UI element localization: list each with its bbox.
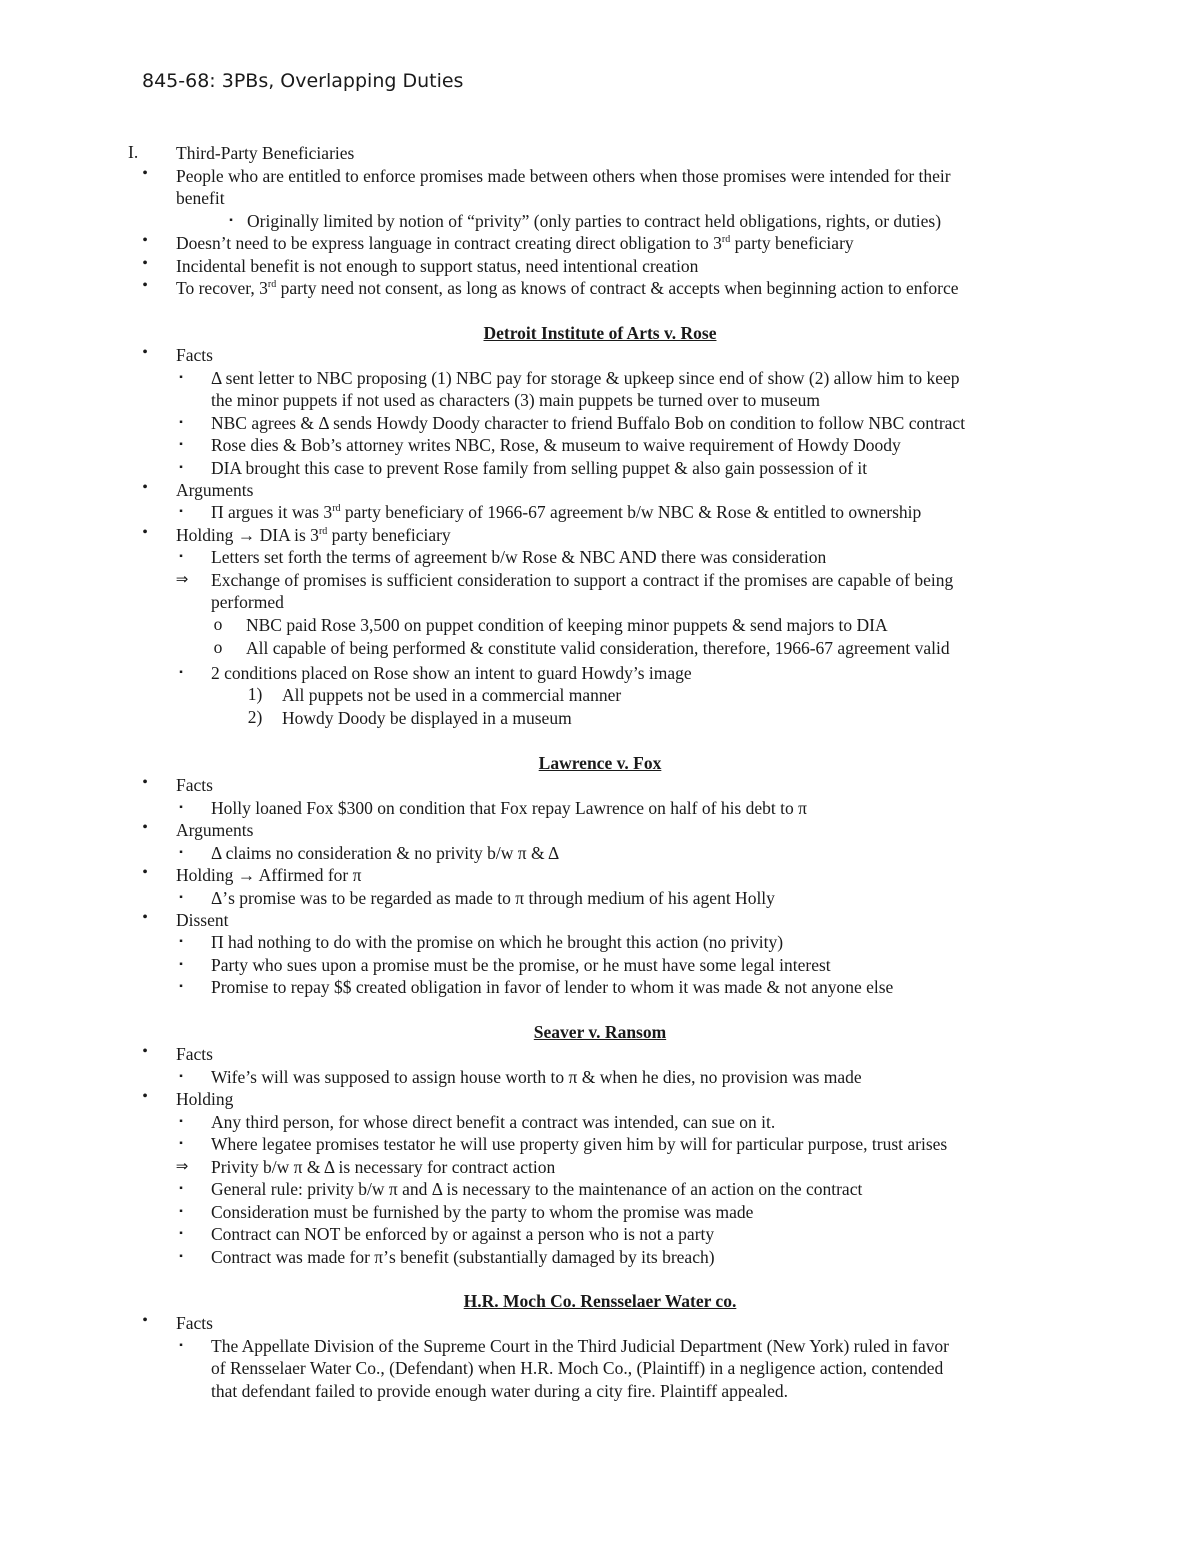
square-bullet-icon: ▪ — [179, 892, 183, 903]
list-item: Facts — [176, 775, 213, 795]
circle-bullet-icon: o — [213, 637, 223, 657]
superscript: rd — [721, 234, 731, 246]
list-item: Exchange of promises is sufficient consideration to support a contract if the promises are capable of being — [211, 570, 954, 590]
list-item: Holding — [176, 1089, 234, 1109]
list-item — [211, 501, 921, 523]
list-item-text: Holding — [176, 865, 238, 885]
list-item: Facts — [176, 1044, 213, 1064]
list-item: The Appellate Division of the Supreme Court in the Third Judicial Department (New York) ruled in favor — [211, 1336, 949, 1356]
square-bullet-icon: ▪ — [179, 506, 183, 517]
bullet-icon: • — [142, 819, 148, 836]
list-item: Π had nothing to do with the promise on which he brought this action (no privity) — [211, 932, 784, 952]
list-item: Any third person, for whose direct benefit a contract was intended, can sue on it. — [211, 1112, 776, 1132]
list-item-text: Affirmed for π — [255, 865, 362, 885]
list-number: 1) — [247, 684, 263, 704]
superscript: rd — [332, 503, 341, 515]
list-item: Arguments — [176, 820, 254, 840]
list-item — [176, 864, 361, 886]
square-bullet-icon: ▪ — [179, 1138, 183, 1149]
case-heading: Lawrence v. Fox — [538, 753, 662, 773]
bullet-icon: • — [142, 479, 148, 496]
list-item-text: Doesn’t need to be express language in contract creating direct obligation to 3 — [176, 233, 722, 253]
list-item: Holly loaned Fox $300 on condition that Fox repay Lawrence on half of his debt to π — [211, 798, 807, 818]
case-heading: Seaver v. Ransom — [533, 1022, 667, 1042]
list-item: Contract can NOT be enforced by or against a person who is not a party — [211, 1224, 715, 1244]
list-item: Originally limited by notion of “privity” (only parties to contract held obligations, rights, or duties) — [247, 211, 942, 231]
square-bullet-icon: ▪ — [179, 372, 183, 383]
square-bullet-icon: ▪ — [179, 462, 183, 473]
bullet-icon: • — [142, 774, 148, 791]
square-bullet-icon: ▪ — [179, 667, 183, 678]
list-item: All capable of being performed & constitute valid consideration, therefore, 1966-67 agreement valid — [246, 638, 950, 658]
list-item: Δ claims no consideration & no privity b/w π & Δ — [211, 843, 560, 863]
list-item: People who are entitled to enforce promises made between others when those promises were intended for their — [176, 166, 951, 186]
square-bullet-icon: ▪ — [179, 1183, 183, 1194]
bullet-icon: • — [142, 1043, 148, 1060]
superscript: rd — [267, 279, 277, 291]
list-item — [176, 232, 854, 254]
bullet-icon: • — [142, 344, 148, 361]
list-item: Incidental benefit is not enough to support status, need intentional creation — [176, 256, 699, 276]
list-item: General rule: privity b/w π and Δ is necessary to the maintenance of an action on the contract — [211, 1179, 863, 1199]
square-bullet-icon: ▪ — [179, 417, 183, 428]
section-heading: Third-Party Beneficiaries — [176, 143, 355, 163]
list-item-text: Π argues it was 3 — [211, 502, 333, 522]
list-item-text: Holding — [176, 525, 238, 545]
bullet-icon: • — [142, 277, 148, 294]
arrow-icon: → — [237, 865, 256, 885]
implies-arrow-icon: ⇒ — [175, 572, 189, 588]
list-item: Howdy Doody be displayed in a museum — [282, 708, 572, 728]
list-item-continued: the minor puppets if not used as characters (3) main puppets be turned over to museum — [211, 390, 820, 410]
arrow-icon: → — [237, 525, 256, 545]
bullet-icon: • — [142, 232, 148, 249]
circle-bullet-icon: o — [213, 614, 223, 634]
list-item: All puppets not be used in a commercial manner — [282, 685, 622, 705]
list-item: Wife’s will was supposed to assign house worth to π & when he dies, no provision was made — [211, 1067, 862, 1087]
list-item — [176, 277, 959, 299]
list-item: Dissent — [176, 910, 229, 930]
list-item — [176, 524, 451, 546]
square-bullet-icon: ▪ — [179, 1251, 183, 1262]
bullet-icon: • — [142, 864, 148, 881]
bullet-icon: • — [142, 1312, 148, 1329]
list-item: Rose dies & Bob’s attorney writes NBC, Rose, & museum to waive requirement of Howdy Doody — [211, 435, 901, 455]
page-title: 845-68: 3PBs, Overlapping Duties — [142, 70, 464, 92]
list-item-continued: of Rensselaer Water Co., (Defendant) when H.R. Moch Co., (Plaintiff) in a negligence action, contended — [211, 1358, 944, 1378]
square-bullet-icon: ▪ — [179, 1206, 183, 1217]
list-item-continued: benefit — [176, 188, 225, 208]
list-item: Consideration must be furnished by the party to whom the promise was made — [211, 1202, 754, 1222]
list-number: 2) — [247, 707, 263, 727]
square-bullet-icon: ▪ — [229, 215, 233, 226]
square-bullet-icon: ▪ — [179, 802, 183, 813]
list-item: Facts — [176, 1313, 213, 1333]
list-item-text: party beneficiary — [730, 233, 854, 253]
bullet-icon: • — [142, 909, 148, 926]
list-item: 2 conditions placed on Rose show an intent to guard Howdy’s image — [211, 663, 692, 683]
list-item: Facts — [176, 345, 213, 365]
list-item: Where legatee promises testator he will use property given him by will for particular purpose, trust arises — [211, 1134, 948, 1154]
square-bullet-icon: ▪ — [179, 439, 183, 450]
list-item-continued: that defendant failed to provide enough water during a city fire. Plaintiff appealed. — [211, 1381, 788, 1401]
square-bullet-icon: ▪ — [179, 1116, 183, 1127]
list-item-continued: performed — [211, 592, 284, 612]
square-bullet-icon: ▪ — [179, 1340, 183, 1351]
list-item-text: party beneficiary — [327, 525, 451, 545]
list-item: Party who sues upon a promise must be the promise, or he must have some legal interest — [211, 955, 831, 975]
bullet-icon: • — [142, 165, 148, 182]
list-item: Letters set forth the terms of agreement b/w Rose & NBC AND there was consideration — [211, 547, 827, 567]
square-bullet-icon: ▪ — [179, 936, 183, 947]
bullet-icon: • — [142, 255, 148, 272]
square-bullet-icon: ▪ — [179, 959, 183, 970]
square-bullet-icon: ▪ — [179, 847, 183, 858]
case-heading: Detroit Institute of Arts v. Rose — [483, 323, 717, 343]
list-item-text: party need not consent, as long as knows of contract & accepts when beginning action to enforce — [276, 278, 959, 298]
list-item-text: To recover, 3 — [176, 278, 268, 298]
bullet-icon: • — [142, 524, 148, 541]
square-bullet-icon: ▪ — [179, 1228, 183, 1239]
square-bullet-icon: ▪ — [179, 551, 183, 562]
list-item-text: party beneficiary of 1966-67 agreement b/w NBC & Rose & entitled to ownership — [340, 502, 922, 522]
case-heading: H.R. Moch Co. Rensselaer Water co. — [463, 1291, 737, 1311]
section-numeral: I. — [128, 142, 139, 162]
list-item: Contract was made for π’s benefit (substantially damaged by its breach) — [211, 1247, 715, 1267]
list-item-text: DIA is 3 — [255, 525, 319, 545]
bullet-icon: • — [142, 1088, 148, 1105]
list-item: Δ’s promise was to be regarded as made to π through medium of his agent Holly — [211, 888, 775, 908]
list-item: NBC paid Rose 3,500 on puppet condition of keeping minor puppets & send majors to DIA — [246, 615, 888, 635]
list-item: DIA brought this case to prevent Rose family from selling puppet & also gain possession of it — [211, 458, 868, 478]
list-item: NBC agrees & Δ sends Howdy Doody character to friend Buffalo Bob on condition to follow NBC contract — [211, 413, 966, 433]
list-item: Arguments — [176, 480, 254, 500]
list-item: Δ sent letter to NBC proposing (1) NBC pay for storage & upkeep since end of show (2) allow him to keep — [211, 368, 960, 388]
square-bullet-icon: ▪ — [179, 1071, 183, 1082]
square-bullet-icon: ▪ — [179, 981, 183, 992]
list-item: Promise to repay $$ created obligation in favor of lender to whom it was made & not anyone else — [211, 977, 894, 997]
superscript: rd — [318, 526, 328, 538]
list-item: Privity b/w π & Δ is necessary for contract action — [211, 1157, 556, 1177]
implies-arrow-icon: ⇒ — [175, 1159, 189, 1175]
